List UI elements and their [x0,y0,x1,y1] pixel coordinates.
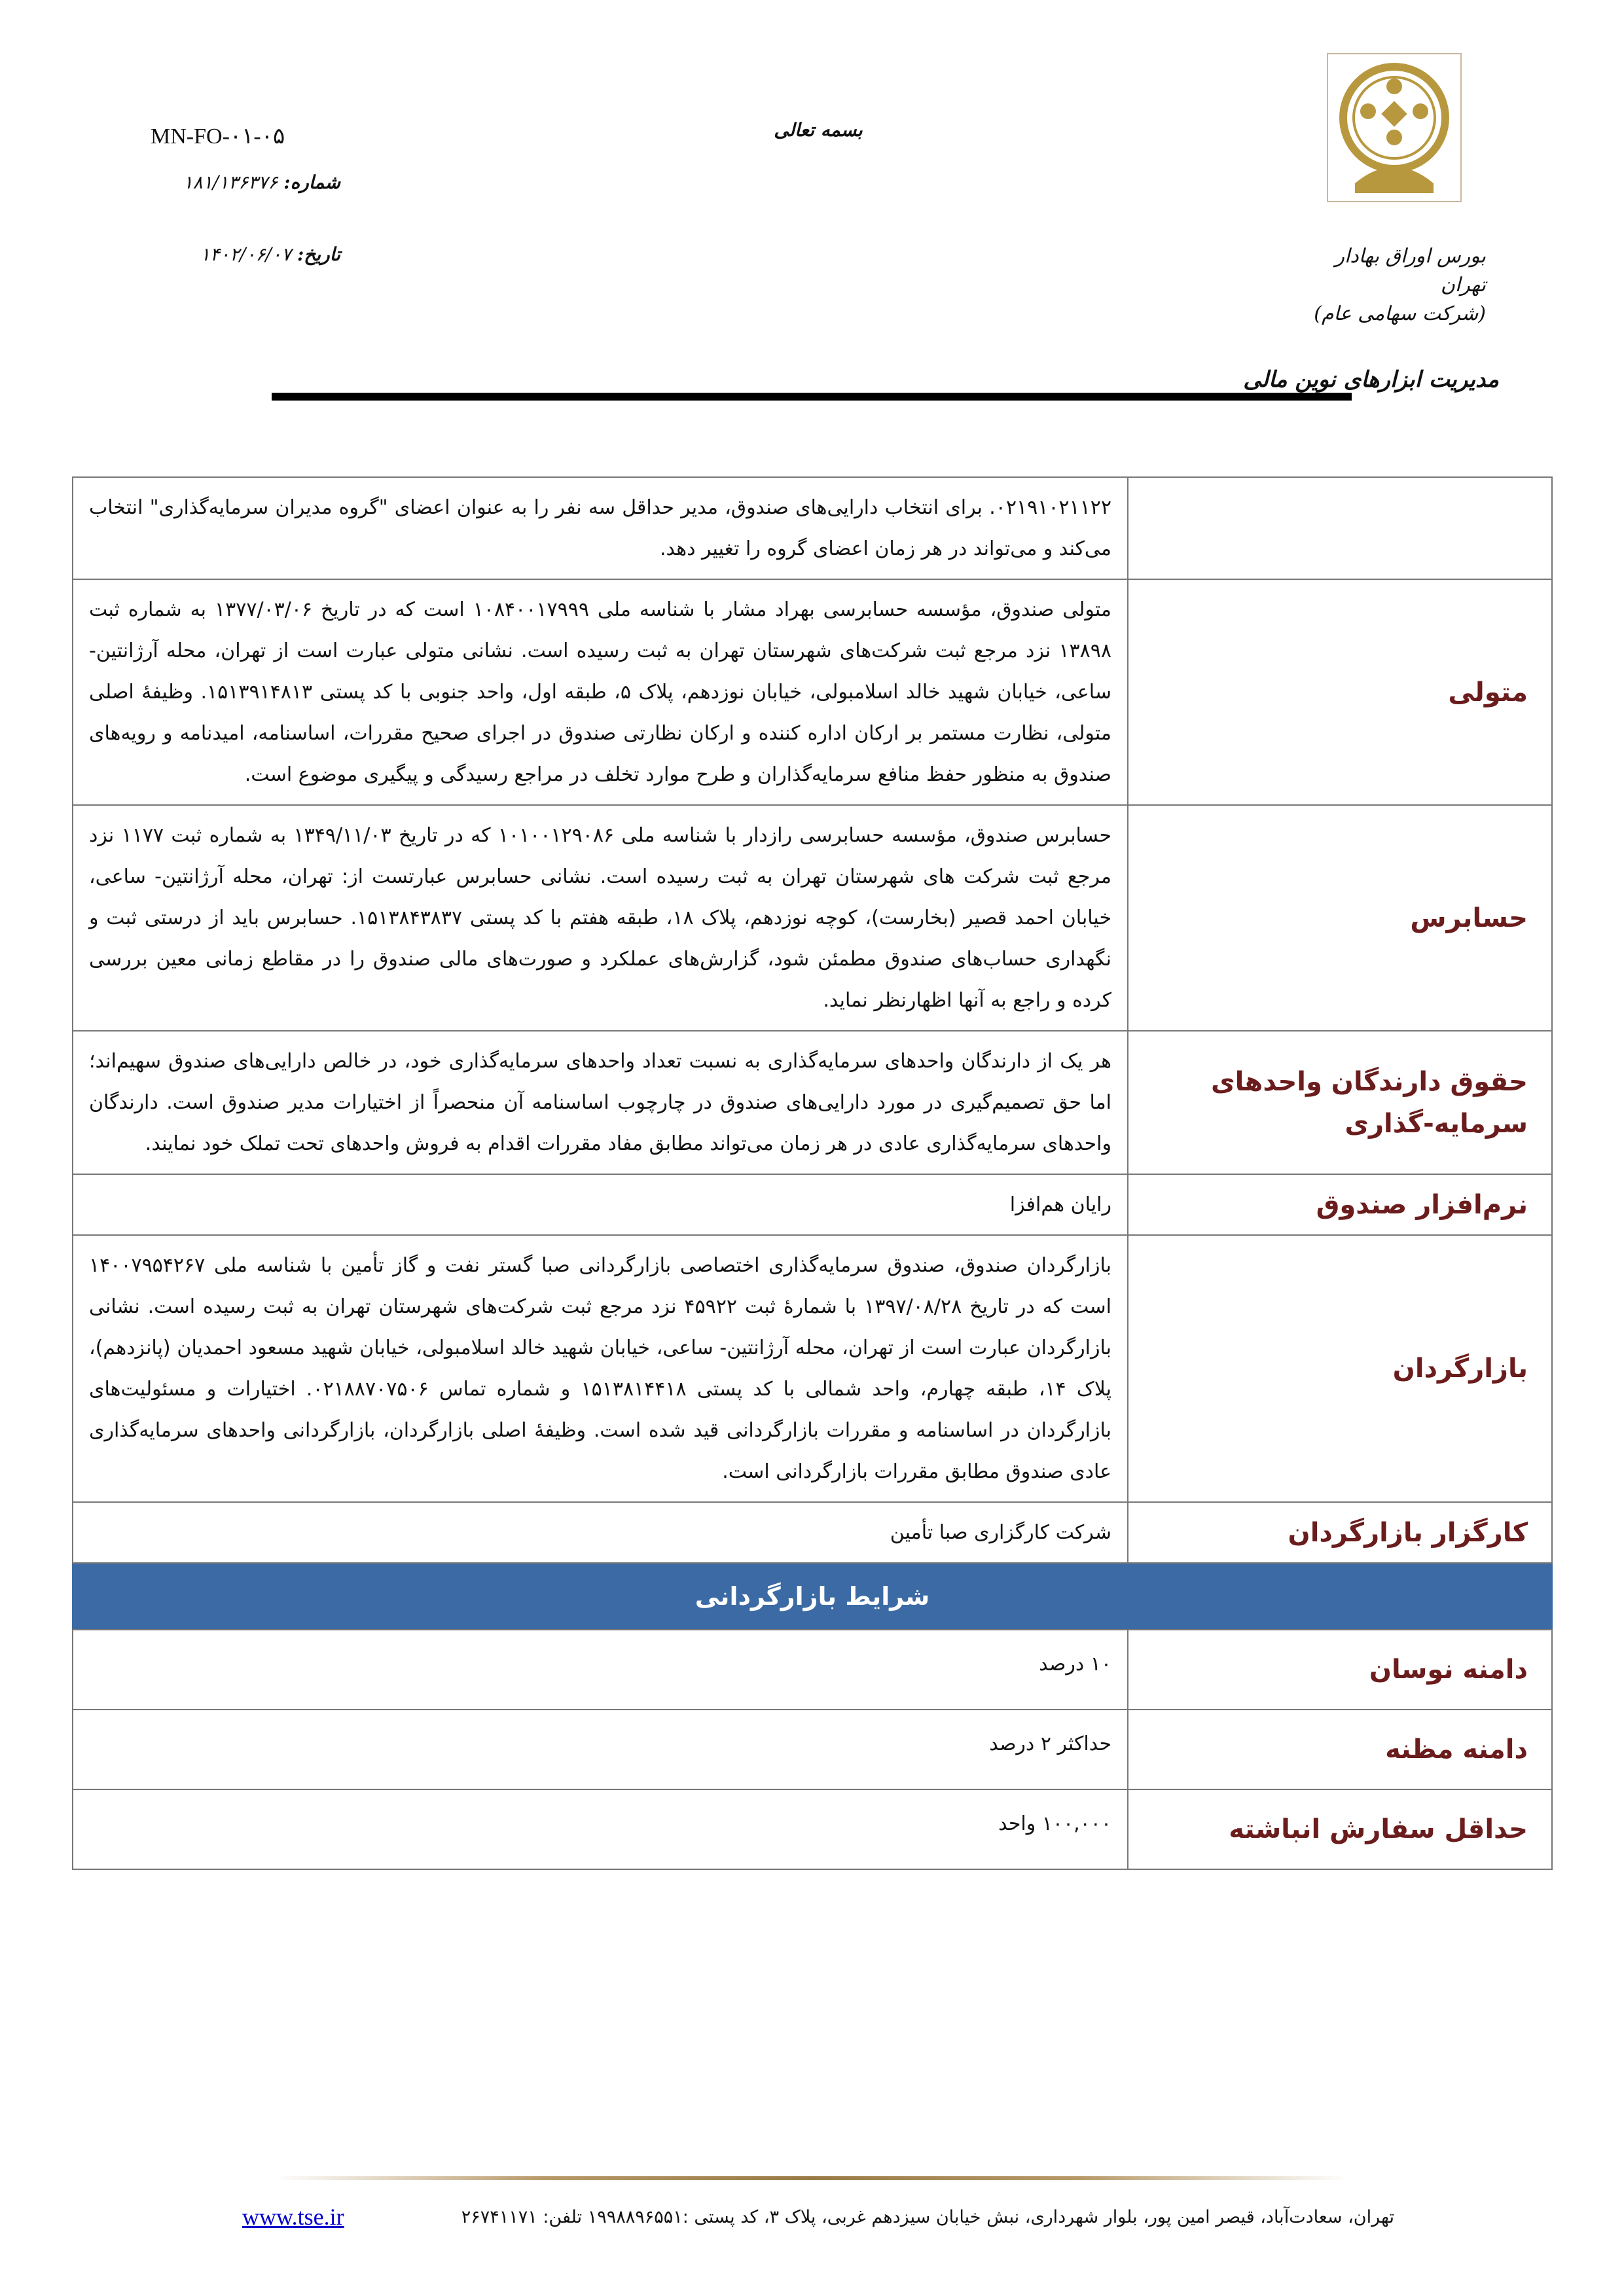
table-row [72,1709,1553,1789]
bismillah: بسمه تعالی [774,119,863,141]
tse-logo [1322,52,1466,203]
fund-info-table [72,476,1553,1870]
table-row [72,1234,1553,1501]
row-label: نرم‌افزار صندوق [1127,1175,1553,1234]
org-name [1303,242,1486,329]
row-label [1127,478,1553,579]
footer-divider [275,2176,1348,2180]
row-value: ۱۰ درصد [72,1630,1127,1709]
table-row [72,1789,1553,1870]
letter-number [131,171,340,193]
row-value: شرکت کارگزاری صبا تأمین [72,1503,1127,1562]
footer-address: تهران، سعادت‌آباد، قیصر امین پور، بلوار شهرداری، نبش خیابان سیزدهم غربی، پلاک ۳، کد پستی :۱۹۹۸۸۹۶۵۵۱ تلفن: ۲۶۷۴۱۱۷۱ [461,2207,1394,2227]
date-value: ۱۴۰۲/۰۶/۰۷ [200,243,292,265]
doc-code: MN-FO-۰۱-۰۵ [151,124,285,149]
row-value: حسابرس صندوق، مؤسسه حسابرسی رازدار با شناسه ملی ۱۰۱۰۰۱۲۹۰۸۶ که در تاریخ ۱۳۴۹/۱۱/۰۳ به شماره ثبت ۱۱۷۷ نزد مرجع ثبت شرکت های شهرستان تهران به ثبت رسیده است. نشانی حسابرس عبارتست از: تهران، محله آرژانتین- ساعی، خیابان احمد قصیر (بخارست)، کوچه نوزدهم، پلاک ۱۸، طبقه هفتم با کد پستی ۱۵۱۳۸۴۳۸۳۷. حسابرس باید از درستی ثبت و نگهداری حساب‌های صندوق مطمئن شود، گزارش‌های عملکرد و صورت‌های مالی صندوق را در مقاطع زمانی معین بررسی کرده و راجع به آنها اظهارنظر نماید. [72,806,1127,1030]
row-label: بازارگردان [1127,1236,1553,1501]
row-label: دامنه مظنه [1127,1710,1553,1789]
number-value: ۱۸۱/۱۳۶۳۷۶ [183,171,278,193]
row-label: دامنه نوسان [1127,1630,1553,1709]
row-value: ۰۲۱۹۱۰۲۱۱۲۲. برای انتخاب دارایی‌های صندوق، مدیر حداقل سه نفر را به عنوان اعضای "گروه مدیران سرمایه‌گذاری" انتخاب می‌کند و می‌تواند در هر زمان اعضای گروه را تغییر دهد. [72,478,1127,579]
row-label: حداقل سفارش انباشته [1127,1790,1553,1869]
row-value: متولی صندوق، مؤسسه حسابرسی بهراد مشار با شناسه ملی ۱۰۸۴۰۰۱۷۹۹۹ است که در تاریخ ۱۳۷۷/۰۳/۰۶ به شماره ثبت ۱۳۸۹۸ نزد مرجع ثبت شرکت‌های شهرستان تهران به ثبت رسیده است. نشانی متولی عبارت است از تهران، محله آرژانتین- ساعی، خیابان شهید خالد اسلامبولی، خیابان نوزدهم، پلاک ۵، طبقه اول، واحد جنوبی با کد پستی ۱۵۱۳۹۱۴۸۱۳. وظیفهٔ اصلی متولی، نظارت مستمر بر ارکان اداره کننده و ارکان نظارتی صندوق در اجرای صحیح مقررات، اساسنامه، امیدنامه و رویه‌های صندوق به منظور حفظ منافع سرمایه‌گذاران و طرح موارد تخلف در مراجع رسیدگی و پیگیری موضوع است. [72,580,1127,804]
letter-date [131,243,340,265]
row-value: بازارگردان صندوق، صندوق سرمایه‌گذاری اختصاصی بازارگردانی صبا گستر نفت و گاز تأمین با شناسه ملی ۱۴۰۰۷۹۵۴۲۶۷ است که در تاریخ ۱۳۹۷/۰۸/۲۸ با شمارهٔ ثبت ۴۵۹۲۲ نزد مرجع ثبت شرکت‌های شهرستان تهران به ثبت رسیده است. نشانی بازارگردان عبارت است از تهران، محله آرژانتین- ساعی، خیابان شهید خالد اسلامبولی، خیابان شهید مسعود احمدیان (پانزدهم)، پلاک ۱۴، طبقه چهارم، واحد شمالی با کد پستی ۱۵۱۳۸۱۴۴۱۸ و شماره تماس ۰۲۱۸۸۷۰۷۵۰۶. اختیارات و مسئولیت‌های بازارگردان در اساسنامه و مقررات بازارگردانی قید شده است. وظیفهٔ اصلی بازارگردان، بازارگردانی واحدهای سرمایه‌گذاری عادی صندوق مطابق مقررات بازارگردانی است. [72,1236,1127,1501]
row-value: هر یک از دارندگان واحدهای سرمایه‌گذاری به نسبت تعداد واحدهای سرمایه‌گذاری خود، در خالص دارایی‌های صندوق سهیم‌اند؛ اما حق تصمیم‌گیری در مورد دارایی‌های صندوق در چارچوب اساسنامه آن منحصراً از اختیارات مدیر صندوق است. دارندگان واحدهای سرمایه‌گذاری عادی در هر زمان می‌تواند مطابق مفاد مقررات اقدام به فروش واحدهای تحت تملک خود نمایند. [72,1031,1127,1174]
website-link[interactable]: www.tse.ir [242,2204,344,2230]
row-label: کارگزار بازارگردان [1127,1503,1553,1562]
row-label: حقوق دارندگان واحدهای سرمایه-گذاری [1127,1031,1553,1174]
row-value: رایان هم‌افزا [72,1175,1127,1234]
org-name-line1: بورس اوراق بهادار تهران [1335,245,1486,296]
header-divider [272,393,1352,401]
table-row [72,1501,1553,1562]
org-name-line2: (شرکت سهامی عام) [1314,302,1486,325]
section-title: شرایط بازارگردانی [72,1562,1553,1629]
department-name: مدیریت ابزارهای نوین مالی [1243,367,1499,393]
table-row [72,1174,1553,1234]
row-label: متولی [1127,580,1553,804]
row-value: حداکثر ۲ درصد [72,1710,1127,1789]
table-row [72,1629,1553,1709]
table-row [72,1030,1553,1174]
date-label: تاریخ: [297,243,340,265]
row-value: ۱۰۰,۰۰۰ واحد [72,1790,1127,1869]
table-row [72,804,1553,1030]
table-row [72,579,1553,804]
number-label: شماره: [283,171,340,193]
row-label: حسابرس [1127,806,1553,1030]
table-row [72,476,1553,579]
